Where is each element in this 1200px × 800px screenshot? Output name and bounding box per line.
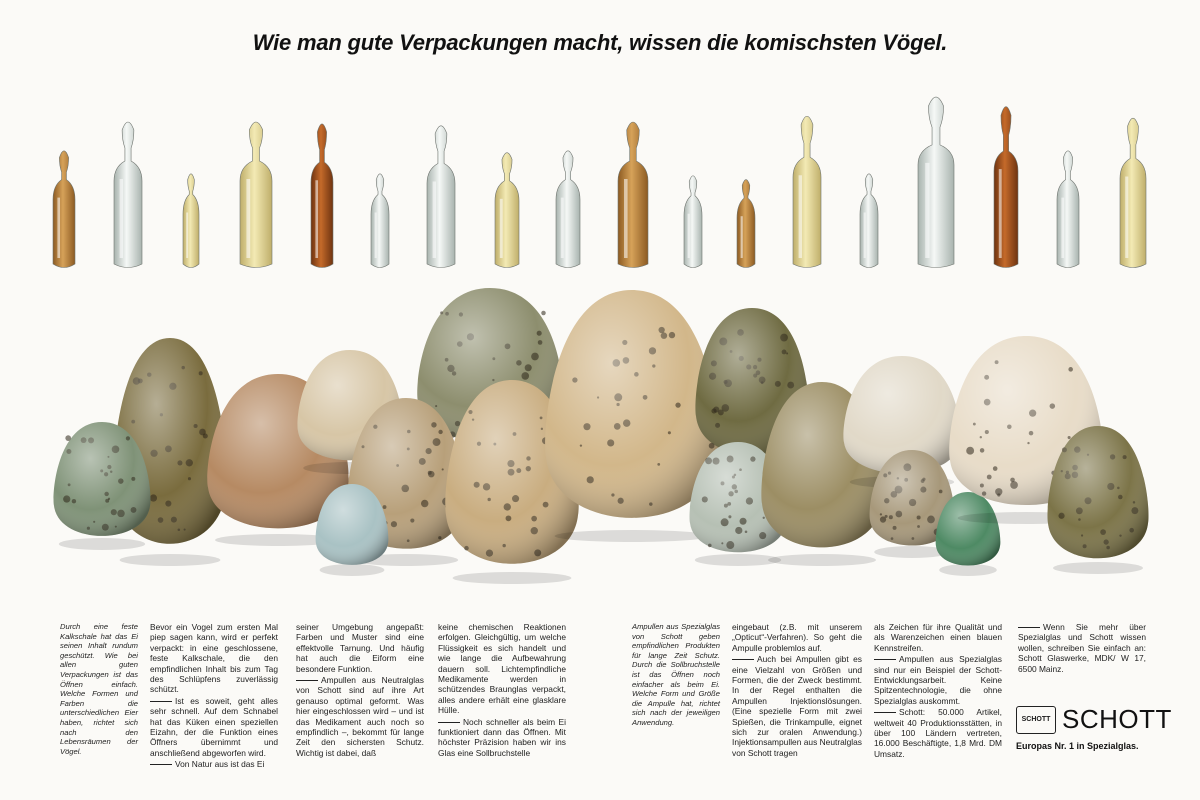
schott-logo-icon: SCHOTT: [1016, 706, 1056, 734]
egg-group: [0, 280, 1200, 620]
ampoule-gold: [793, 116, 821, 267]
paragraph: keine chemischen Reaktionen erfolgen. Gleichgültig, um welche Flüssigkeit es sich handelt und wie lange die Aufbewahrung dauern soll. Lichtempfindliche Medikamente werden in schützendes Braunglas verpackt, alles andere erhält eine glasklare Hülle.: [438, 622, 566, 716]
paragraph: seiner Umgebung angepaßt: Farben und Muster sind eine effektvolle Tarnung. Und häufig hat auch die Eiform eine besondere Funktion.: [296, 622, 424, 674]
ampoule-amber: [737, 180, 755, 268]
paragraph: Wenn Sie mehr über Spezialglas und Schott wissen wollen, schreiben Sie einfach an: Schott Glaswerke, MDK/ W 17, 6500 Mainz.: [1018, 622, 1146, 674]
text-column-6: [1018, 622, 1146, 675]
paragraph: eingebaut (z.B. mit unserem „Opticut“-Verfahren). So geht die Ampulle problemlos auf.: [732, 622, 862, 653]
paragraph: Bevor ein Vogel zum ersten Mal piep sagen kann, wird er perfekt verpackt: in eine geschlossene, feste Kalkschale, die den empfindlichen Inhalt bis zum Tag des Schlüpfens zuverlässig schützt.: [150, 622, 278, 695]
ampoule-brown: [311, 124, 333, 268]
paragraph: Von Natur aus ist das Ei: [175, 759, 265, 770]
ampoule-clear: [1057, 151, 1079, 268]
ampoule-clear: [918, 97, 954, 267]
paragraph: Auch bei Ampullen gibt es eine Vielzahl von Größen und Formen, die der Zweck bestimmt. In der Regel enthalten die Ampullen Injektionslösungen. (Eine spezielle Form mit zwei Spießen, die Trinkampulle, eignet sich zur oralen Anwendung.) Injektionsampullen aus Neutralglas von Schott tragen: [732, 654, 862, 758]
ampoule-row: [0, 80, 1200, 280]
ampoule-gold: [240, 122, 272, 268]
text-column-3: [438, 622, 566, 759]
text-column-5: [874, 622, 1002, 760]
text-column-2: [296, 622, 424, 759]
paragraph: als Zeichen für ihre Qualität und als Warenzeichen einen blauen Kennstreifen.: [874, 622, 1002, 653]
ampoule-gold: [1120, 118, 1146, 267]
paragraph: Noch schneller als beim Ei funktioniert dann das Öffnen. Mit höchster Präzision haben wir ins Glas eine Sollbruchstelle: [438, 716, 566, 758]
paragraph: Ist es soweit, geht alles sehr schnell. Auf dem Schnabel hat das Küken einen speziellen Eizahn, der die Funktion eines Öffners übernimmt und anschließend abgeworfen wird.: [150, 695, 278, 758]
paragraph: Ampullen aus Spezialglas sind nur ein Beispiel der Schott-Entwicklungsarbeit. Keine Spitzentechnologie, die ohne Spezialglas auskommt.: [874, 654, 1002, 706]
brand-name: SCHOTT: [1062, 704, 1172, 734]
caption-right: Ampullen aus Spezialglas von Schott geben empfindlichen Produkten für lange Zeit Schutz. Durch die Sollbruchstelle ist das Öffnen noch einfacher als beim Ei. Welche Form und Größe die Ampulle hat, richtet sich nach der jeweiligen Anwendung.: [632, 622, 720, 727]
ampoule-amber: [618, 122, 648, 268]
caption-left: Durch eine feste Kalkschale hat das Ei seinen Inhalt rundum geschützt. Wie bei allen guten Verpackungen ist das Öffnen einfach. Welche Formen und Farben die unterschiedlichen Eier haben, richtet sich nach den Lebensräumen der Vögel.: [60, 622, 138, 756]
ampoule-gold: [495, 153, 519, 268]
ampoule-clear: [684, 176, 702, 268]
text-column-4: [732, 622, 862, 759]
ampoule-clear: [556, 151, 580, 268]
ampoule-gold: [183, 174, 199, 268]
ampoule-clear: [860, 174, 878, 268]
ampoule-clear: [427, 126, 455, 268]
headline: Wie man gute Verpackungen macht, wissen die komischsten Vögel.: [252, 30, 948, 55]
ampoule-brown: [994, 107, 1018, 268]
ampoule-clear: [114, 122, 142, 268]
paragraph: Ampullen aus Neutralglas von Schott sind auf ihre Art genauso optimal geformt. Was hier eingeschlossen wird – und ist das Medikament auch noch so empfindlich –, bekommt für lange Zeit den sichersten Schutz. Wichtig ist dabei, daß: [296, 675, 424, 758]
paragraph: Schott: 50.000 Artikel, weltweit 40 Produktionsstätten, in über 100 Ländern vertreten, 16.000 Beschäftigte, 1,8 Mrd. DM Umsatz.: [874, 707, 1002, 759]
ampoule-amber: [53, 151, 75, 268]
tagline: Europas Nr. 1 in Spezialglas.: [1016, 741, 1139, 751]
text-column-1: [150, 622, 278, 771]
ampoule-clear: [371, 174, 389, 268]
schott-brand: [1016, 704, 1186, 751]
